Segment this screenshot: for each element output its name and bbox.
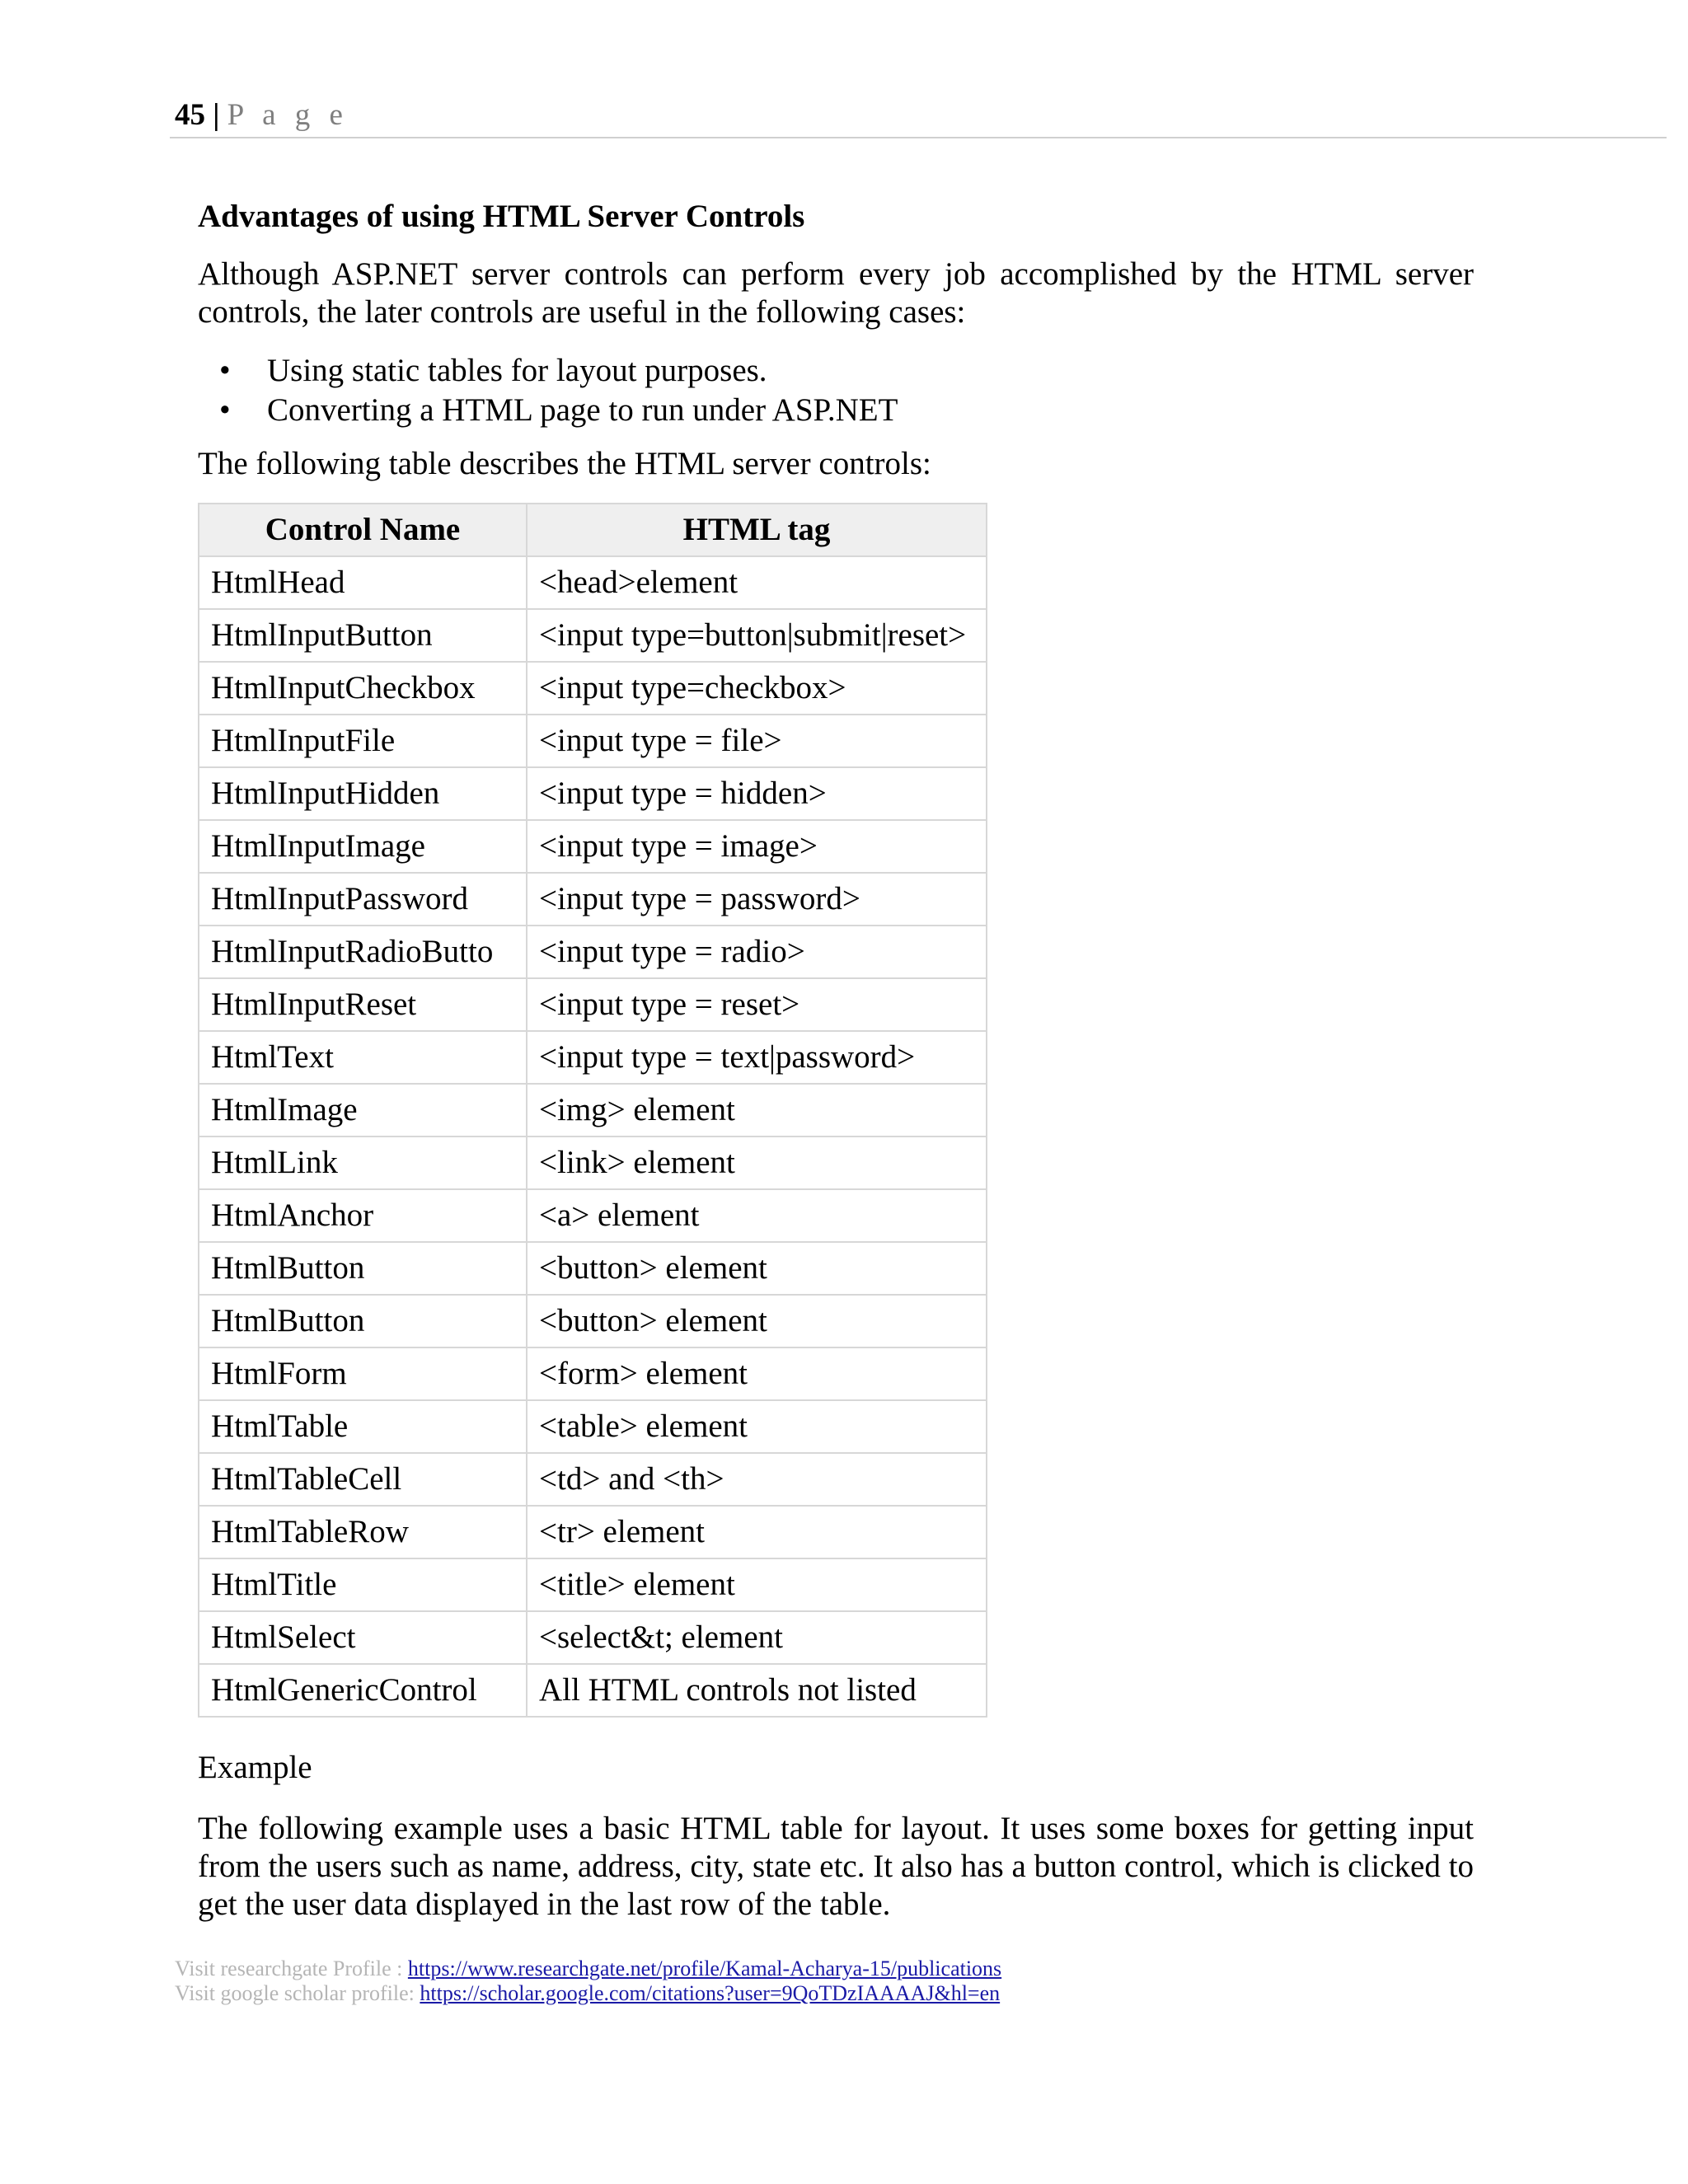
- table-row: [199, 926, 987, 978]
- control-name-cell: HtmlForm: [199, 1347, 527, 1400]
- table-row: [199, 1189, 987, 1242]
- html-tag-cell: <button> element: [527, 1295, 987, 1347]
- html-tag-cell: <input type = password>: [527, 873, 987, 926]
- table-row: [199, 767, 987, 820]
- control-name-cell: HtmlTitle: [199, 1558, 527, 1611]
- footer-researchgate: [175, 1957, 1001, 1981]
- table-row: [199, 1347, 987, 1400]
- table-row: [199, 1453, 987, 1506]
- table-row: [199, 556, 987, 609]
- controls-table: [198, 503, 987, 1718]
- control-name-cell: HtmlButton: [199, 1242, 527, 1295]
- table-intro: The following table describes the HTML server controls:: [198, 446, 931, 481]
- control-name-cell: HtmlInputPassword: [199, 873, 527, 926]
- table-row: [199, 1084, 987, 1137]
- html-tag-cell: <input type = hidden>: [527, 767, 987, 820]
- control-name-cell: HtmlHead: [199, 556, 527, 609]
- table-row: [199, 1137, 987, 1189]
- control-name-cell: HtmlInputRadioButto: [199, 926, 527, 978]
- scholar-label: Visit google scholar profile:: [175, 1981, 420, 2005]
- bullet-text: Converting a HTML page to run under ASP.NET: [267, 392, 898, 428]
- example-paragraph: The following example uses a basic HTML table for layout. It uses some boxes for getting input from the users such as name, address, city, state etc. It also has a button control, which is clicked to get the user data displayed in the last row of the table.: [198, 1811, 1474, 1922]
- control-name-cell: HtmlTable: [199, 1400, 527, 1453]
- control-name-cell: HtmlInputReset: [199, 978, 527, 1031]
- html-tag-cell: <button> element: [527, 1242, 987, 1295]
- list-item: [198, 391, 1474, 430]
- control-name-cell: HtmlSelect: [199, 1611, 527, 1664]
- page-content: [198, 194, 1474, 1943]
- control-name-cell: HtmlImage: [199, 1084, 527, 1137]
- researchgate-link[interactable]: https://www.researchgate.net/profile/Kamal-Acharya-15/publications: [407, 1957, 1002, 1980]
- table-row: [199, 1031, 987, 1084]
- table-row: [199, 1295, 987, 1347]
- page-header: [175, 97, 349, 134]
- html-tag-cell: <a> element: [527, 1189, 987, 1242]
- table-body: [199, 556, 987, 1717]
- html-tag-cell: <table> element: [527, 1400, 987, 1453]
- page-footer: [175, 1957, 1001, 2006]
- footer-scholar: [175, 1981, 1001, 2006]
- page-separator: |: [205, 98, 227, 132]
- table-row: [199, 1664, 987, 1717]
- table-row: [199, 873, 987, 926]
- html-tag-cell: <input type=checkbox>: [527, 662, 987, 715]
- table-row: [199, 1242, 987, 1295]
- table-row: [199, 1611, 987, 1664]
- bullet-text: Using static tables for layout purposes.: [267, 353, 767, 388]
- control-name-cell: HtmlTableCell: [199, 1453, 527, 1506]
- html-tag-cell: <title> element: [527, 1558, 987, 1611]
- html-tag-cell: <img> element: [527, 1084, 987, 1137]
- html-tag-cell: <form> element: [527, 1347, 987, 1400]
- table-row: [199, 820, 987, 873]
- researchgate-label: Visit researchgate Profile :: [175, 1957, 408, 1980]
- control-name-cell: HtmlAnchor: [199, 1189, 527, 1242]
- example-label: Example: [198, 1750, 312, 1785]
- intro-paragraph: Although ASP.NET server controls can perform every job accomplished by the HTML server controls, the later controls are useful in the following cases:: [198, 256, 1474, 330]
- table-row: [199, 1400, 987, 1453]
- control-name-cell: HtmlText: [199, 1031, 527, 1084]
- control-name-cell: HtmlInputImage: [199, 820, 527, 873]
- table-row: [199, 1558, 987, 1611]
- bullet-icon: •: [219, 392, 231, 428]
- header-divider: [170, 137, 1667, 138]
- column-header-html-tag: HTML tag: [527, 504, 987, 556]
- html-tag-cell: <input type = text|password>: [527, 1031, 987, 1084]
- control-name-cell: HtmlInputFile: [199, 715, 527, 767]
- list-item: [198, 351, 1474, 391]
- control-name-cell: HtmlInputCheckbox: [199, 662, 527, 715]
- html-tag-cell: All HTML controls not listed: [527, 1664, 987, 1717]
- control-name-cell: HtmlInputHidden: [199, 767, 527, 820]
- page-number: 45: [175, 98, 205, 132]
- control-name-cell: HtmlLink: [199, 1137, 527, 1189]
- html-tag-cell: <head>element: [527, 556, 987, 609]
- section-heading: Advantages of using HTML Server Controls: [198, 199, 805, 234]
- table-row: [199, 715, 987, 767]
- column-header-control-name: Control Name: [199, 504, 527, 556]
- html-tag-cell: <input type=button|submit|reset>: [527, 609, 987, 662]
- table-row: [199, 978, 987, 1031]
- bullet-list: [198, 351, 1474, 430]
- html-tag-cell: <input type = radio>: [527, 926, 987, 978]
- control-name-cell: HtmlInputButton: [199, 609, 527, 662]
- bullet-icon: •: [219, 353, 231, 388]
- control-name-cell: HtmlTableRow: [199, 1506, 527, 1558]
- html-tag-cell: <input type = image>: [527, 820, 987, 873]
- table-row: [199, 662, 987, 715]
- html-tag-cell: <tr> element: [527, 1506, 987, 1558]
- html-tag-cell: <td> and <th>: [527, 1453, 987, 1506]
- html-tag-cell: <input type = reset>: [527, 978, 987, 1031]
- scholar-link[interactable]: https://scholar.google.com/citations?user=9QoTDzIAAAAJ&hl=en: [420, 1981, 1001, 2005]
- html-tag-cell: <link> element: [527, 1137, 987, 1189]
- html-tag-cell: <select&t; element: [527, 1611, 987, 1664]
- control-name-cell: HtmlButton: [199, 1295, 527, 1347]
- table-row: [199, 609, 987, 662]
- page-word: P a g e: [227, 98, 349, 132]
- control-name-cell: HtmlGenericControl: [199, 1664, 527, 1717]
- table-header-row: [199, 504, 987, 556]
- html-tag-cell: <input type = file>: [527, 715, 987, 767]
- table-row: [199, 1506, 987, 1558]
